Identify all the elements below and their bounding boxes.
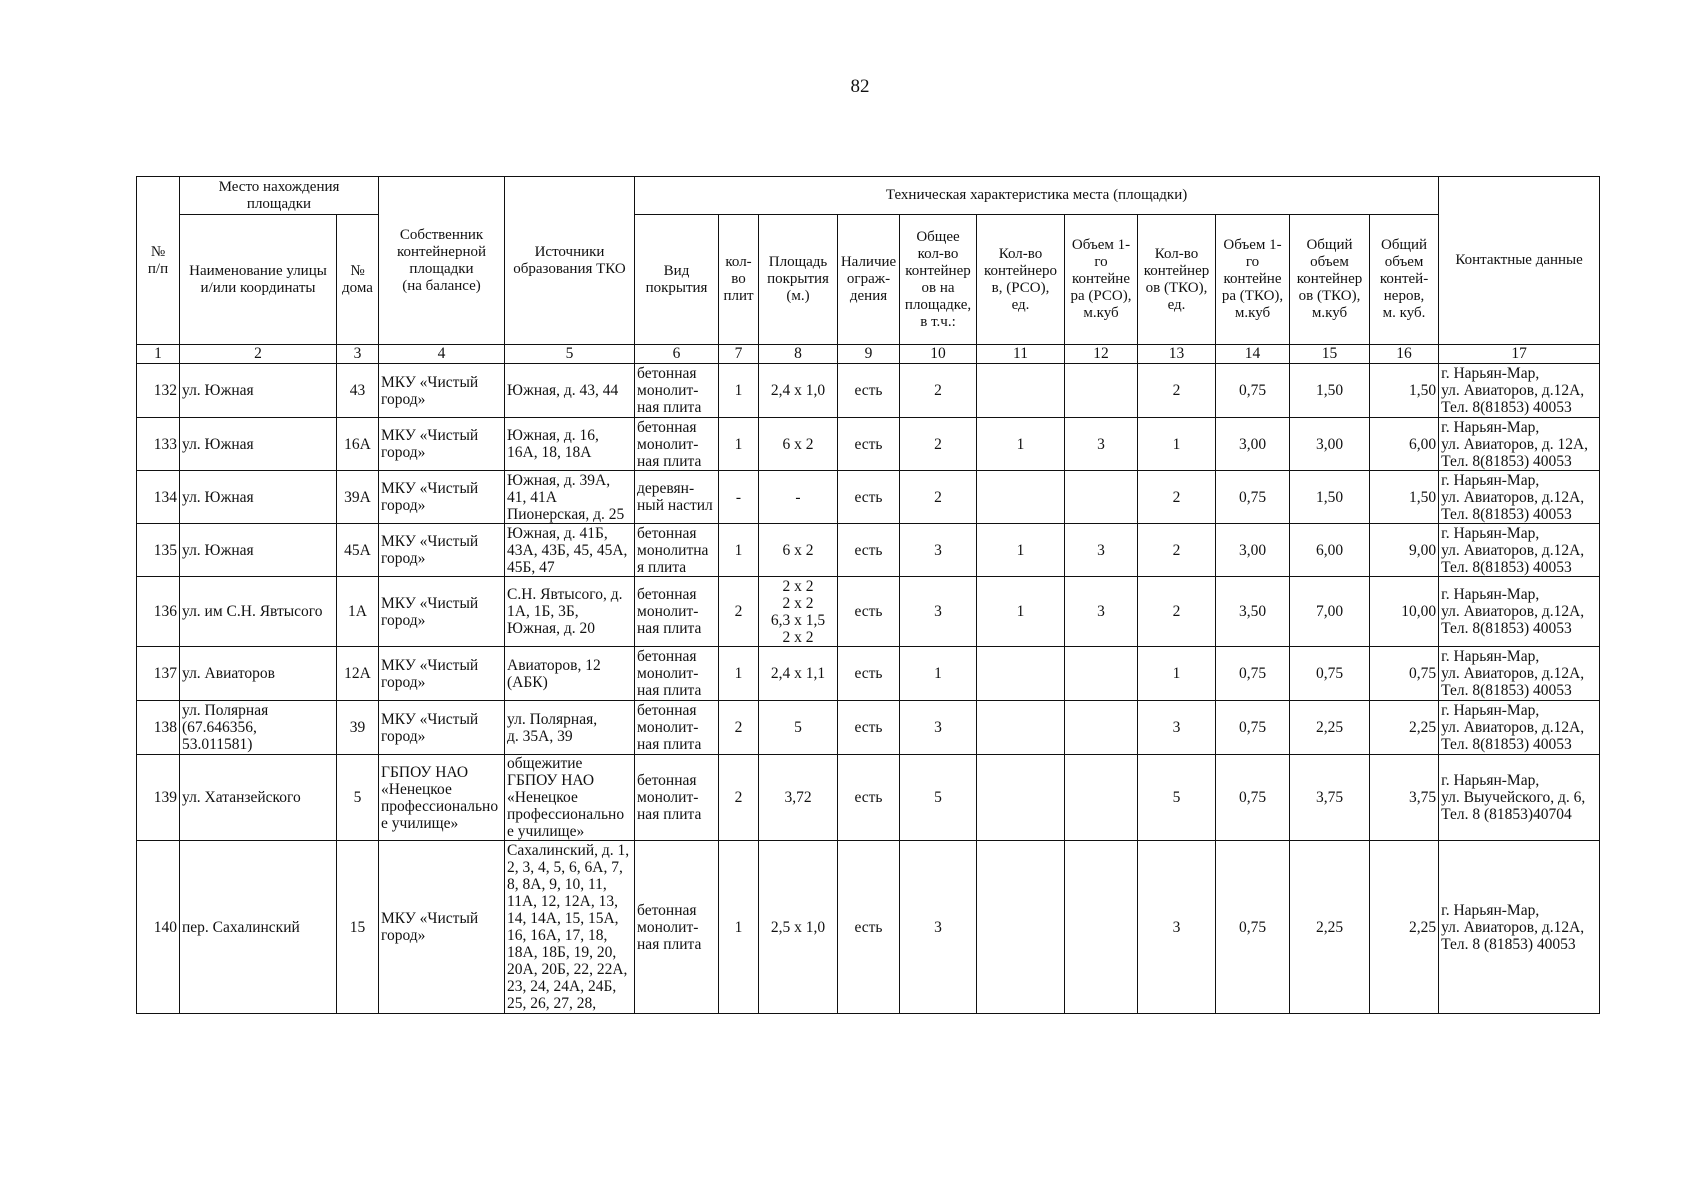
contact-info: г. Нарьян-Мар, ул. Авиаторов, д.12А, Тел. 8(81853) 40053	[1439, 701, 1600, 755]
table-row	[137, 577, 1600, 647]
cover-type: бетонная монолит- ная плита	[635, 755, 719, 841]
house-number: 39	[337, 701, 379, 755]
header-sources: Источники образования ТКО	[505, 177, 635, 345]
rso-container-volume	[1065, 647, 1138, 701]
street-name: ул. Южная	[180, 524, 337, 577]
cover-type: бетонная монолит- ная плита	[635, 418, 719, 471]
rso-container-count	[977, 701, 1065, 755]
tko-total-volume: 3,75	[1290, 755, 1370, 841]
waste-sources: Южная, д. 41Б, 43А, 43Б, 45, 45А, 45Б, 47	[505, 524, 635, 577]
tko-total-volume: 1,50	[1290, 471, 1370, 524]
header-house: № дома	[337, 215, 379, 345]
column-number: 15	[1290, 345, 1370, 364]
contact-info: г. Нарьян-Мар, ул. Авиаторов, д.12А, Тел. 8(81853) 40053	[1439, 647, 1600, 701]
page-number: 82	[850, 76, 870, 97]
street-name: ул. Южная	[180, 418, 337, 471]
fence-status: есть	[838, 577, 900, 647]
column-number: 5	[505, 345, 635, 364]
column-number: 8	[759, 345, 838, 364]
rso-container-volume	[1065, 364, 1138, 418]
rso-container-count: 1	[977, 418, 1065, 471]
slab-count: -	[719, 471, 759, 524]
column-number: 4	[379, 345, 505, 364]
header-area: Площадь покрытия (м.)	[759, 215, 838, 345]
tko-total-volume: 2,25	[1290, 841, 1370, 1014]
waste-sources: С.Н. Явтысого, д. 1А, 1Б, 3Б, Южная, д. 20	[505, 577, 635, 647]
cover-area: 2 х 2 2 х 2 6,3 х 1,5 2 х 2	[759, 577, 838, 647]
cover-type: бетонная монолит- ная плита	[635, 647, 719, 701]
column-number: 12	[1065, 345, 1138, 364]
slab-count: 2	[719, 755, 759, 841]
row-number: 134	[137, 471, 180, 524]
site-owner: МКУ «Чистый город»	[379, 418, 505, 471]
house-number: 43	[337, 364, 379, 418]
cover-type: бетонная монолит- ная плита	[635, 841, 719, 1014]
street-name: ул. Полярная (67.646356, 53.011581)	[180, 701, 337, 755]
waste-sources: ул. Полярная, д. 35А, 39	[505, 701, 635, 755]
column-number: 17	[1439, 345, 1600, 364]
street-name: ул. им С.Н. Явтысого	[180, 577, 337, 647]
column-number: 2	[180, 345, 337, 364]
rso-container-volume: 3	[1065, 418, 1138, 471]
row-number: 137	[137, 647, 180, 701]
house-number: 16А	[337, 418, 379, 471]
column-number: 1	[137, 345, 180, 364]
column-number: 3	[337, 345, 379, 364]
slab-count: 1	[719, 524, 759, 577]
rso-container-volume	[1065, 701, 1138, 755]
total-volume: 1,50	[1370, 471, 1439, 524]
total-volume: 1,50	[1370, 364, 1439, 418]
row-number: 132	[137, 364, 180, 418]
fence-status: есть	[838, 755, 900, 841]
slab-count: 2	[719, 701, 759, 755]
cover-area: 6 х 2	[759, 524, 838, 577]
fence-status: есть	[838, 364, 900, 418]
tko-total-volume: 7,00	[1290, 577, 1370, 647]
header-street: Наименование улицы и/или координаты	[180, 215, 337, 345]
total-containers: 2	[900, 418, 977, 471]
site-owner: МКУ «Чистый город»	[379, 841, 505, 1014]
tko-total-volume: 1,50	[1290, 364, 1370, 418]
column-number-row	[137, 345, 1600, 364]
rso-container-count	[977, 755, 1065, 841]
tko-container-volume: 0,75	[1216, 471, 1290, 524]
header-slabs: кол- во плит	[719, 215, 759, 345]
total-containers: 5	[900, 755, 977, 841]
fence-status: есть	[838, 471, 900, 524]
total-containers: 2	[900, 364, 977, 418]
header-rso-volume: Объем 1- го контейне ра (РСО), м.куб	[1065, 215, 1138, 345]
header-tko-volume: Объем 1- го контейне ра (ТКО), м.куб	[1216, 215, 1290, 345]
site-owner: МКУ «Чистый город»	[379, 577, 505, 647]
rso-container-count	[977, 647, 1065, 701]
slab-count: 1	[719, 841, 759, 1014]
contact-info: г. Нарьян-Мар, ул. Авиаторов, д.12А, Тел. 8(81853) 40053	[1439, 577, 1600, 647]
site-owner: МКУ «Чистый город»	[379, 364, 505, 418]
fence-status: есть	[838, 418, 900, 471]
tko-container-count: 1	[1138, 647, 1216, 701]
contact-info: г. Нарьян-Мар, ул. Авиаторов, д.12А, Тел. 8(81853) 40053	[1439, 471, 1600, 524]
table-row	[137, 471, 1600, 524]
header-total-containers: Общее кол-во контейнер ов на площадке, в т.ч.:	[900, 215, 977, 345]
contact-info: г. Нарьян-Мар, ул. Авиаторов, д. 12А, Тел. 8(81853) 40053	[1439, 418, 1600, 471]
header-tko-count: Кол-во контейнер ов (ТКО), ед.	[1138, 215, 1216, 345]
contact-info: г. Нарьян-Мар, ул. Авиаторов, д.12А, Тел. 8 (81853) 40053	[1439, 841, 1600, 1014]
total-volume: 6,00	[1370, 418, 1439, 471]
tko-total-volume: 2,25	[1290, 701, 1370, 755]
cover-type: бетонная монолитна я плита	[635, 524, 719, 577]
street-name: ул. Хатанзейского	[180, 755, 337, 841]
site-owner: МКУ «Чистый город»	[379, 524, 505, 577]
slab-count: 1	[719, 364, 759, 418]
tko-container-count: 2	[1138, 577, 1216, 647]
total-volume: 2,25	[1370, 841, 1439, 1014]
cover-area: 6 х 2	[759, 418, 838, 471]
header-contacts: Контактные данные	[1439, 177, 1600, 345]
tko-container-volume: 0,75	[1216, 755, 1290, 841]
waste-sources: Сахалинский, д. 1, 2, 3, 4, 5, 6, 6А, 7, 8, 8А, 9, 10, 11, 11А, 12, 12А, 13, 14, 14А, 15, 15А, 16, 16А, 17, 18, 18А, 18Б, 19, 20, 20А, 20Б, 22, 22А, 23, 24, 24А, 24Б, 25, 26, 27, 28,	[505, 841, 635, 1014]
contact-info: г. Нарьян-Мар, ул. Авиаторов, д.12А, Тел. 8(81853) 40053	[1439, 364, 1600, 418]
table-row	[137, 524, 1600, 577]
table-row	[137, 364, 1600, 418]
table-row	[137, 755, 1600, 841]
site-owner: ГБПОУ НАО «Ненецкое профессионально е училище»	[379, 755, 505, 841]
rso-container-count	[977, 364, 1065, 418]
tko-total-volume: 6,00	[1290, 524, 1370, 577]
row-number: 138	[137, 701, 180, 755]
rso-container-volume	[1065, 755, 1138, 841]
waste-sources: Южная, д. 16, 16А, 18, 18А	[505, 418, 635, 471]
row-number: 133	[137, 418, 180, 471]
tko-container-volume: 0,75	[1216, 647, 1290, 701]
cover-type: бетонная монолит- ная плита	[635, 364, 719, 418]
table-row	[137, 701, 1600, 755]
waste-sources: общежитие ГБПОУ НАО «Ненецкое профессионально е училище»	[505, 755, 635, 841]
header-row-number: № п/п	[137, 177, 180, 345]
container-sites-table	[136, 176, 1600, 1014]
street-name: пер. Сахалинский	[180, 841, 337, 1014]
column-number: 11	[977, 345, 1065, 364]
rso-container-volume: 3	[1065, 577, 1138, 647]
total-containers: 3	[900, 524, 977, 577]
row-number: 136	[137, 577, 180, 647]
cover-type: бетонная монолит- ная плита	[635, 701, 719, 755]
house-number: 5	[337, 755, 379, 841]
rso-container-volume	[1065, 841, 1138, 1014]
total-containers: 3	[900, 701, 977, 755]
house-number: 12А	[337, 647, 379, 701]
total-volume: 2,25	[1370, 701, 1439, 755]
slab-count: 2	[719, 577, 759, 647]
slab-count: 1	[719, 418, 759, 471]
cover-area: 2,4 х 1,1	[759, 647, 838, 701]
tko-container-count: 2	[1138, 524, 1216, 577]
tko-container-volume: 0,75	[1216, 364, 1290, 418]
row-number: 139	[137, 755, 180, 841]
tko-container-count: 3	[1138, 841, 1216, 1014]
tko-container-volume: 3,00	[1216, 418, 1290, 471]
fence-status: есть	[838, 647, 900, 701]
header-cover-type: Вид покрытия	[635, 215, 719, 345]
tko-container-count: 1	[1138, 418, 1216, 471]
table-row	[137, 647, 1600, 701]
total-containers: 2	[900, 471, 977, 524]
header-total-volume: Общий объем контей- неров, м. куб.	[1370, 215, 1439, 345]
waste-sources: Авиаторов, 12 (АБК)	[505, 647, 635, 701]
column-number: 6	[635, 345, 719, 364]
header-fence: Наличие ограж- дения	[838, 215, 900, 345]
total-containers: 3	[900, 577, 977, 647]
site-owner: МКУ «Чистый город»	[379, 471, 505, 524]
tko-total-volume: 3,00	[1290, 418, 1370, 471]
column-number: 7	[719, 345, 759, 364]
header-tech-group: Техническая характеристика места (площадки)	[635, 177, 1439, 215]
cover-area: -	[759, 471, 838, 524]
cover-area: 2,5 х 1,0	[759, 841, 838, 1014]
table-row	[137, 418, 1600, 471]
tko-container-volume: 3,00	[1216, 524, 1290, 577]
waste-sources: Южная, д. 39А, 41, 41А Пионерская, д. 25	[505, 471, 635, 524]
rso-container-count	[977, 841, 1065, 1014]
row-number: 140	[137, 841, 180, 1014]
tko-total-volume: 0,75	[1290, 647, 1370, 701]
tko-container-count: 5	[1138, 755, 1216, 841]
total-volume: 0,75	[1370, 647, 1439, 701]
fence-status: есть	[838, 524, 900, 577]
total-volume: 10,00	[1370, 577, 1439, 647]
waste-sources: Южная, д. 43, 44	[505, 364, 635, 418]
header-rso-count: Кол-во контейнеро в, (РСО), ед.	[977, 215, 1065, 345]
street-name: ул. Южная	[180, 471, 337, 524]
slab-count: 1	[719, 647, 759, 701]
tko-container-volume: 0,75	[1216, 701, 1290, 755]
tko-container-volume: 3,50	[1216, 577, 1290, 647]
tko-container-count: 3	[1138, 701, 1216, 755]
cover-type: деревян- ный настил	[635, 471, 719, 524]
site-owner: МКУ «Чистый город»	[379, 701, 505, 755]
site-owner: МКУ «Чистый город»	[379, 647, 505, 701]
tko-container-count: 2	[1138, 471, 1216, 524]
cover-type: бетонная монолит- ная плита	[635, 577, 719, 647]
column-number: 14	[1216, 345, 1290, 364]
fence-status: есть	[838, 841, 900, 1014]
column-number: 10	[900, 345, 977, 364]
column-number: 16	[1370, 345, 1439, 364]
rso-container-count: 1	[977, 577, 1065, 647]
table-row	[137, 841, 1600, 1014]
cover-area: 3,72	[759, 755, 838, 841]
house-number: 15	[337, 841, 379, 1014]
header-location-group: Место нахождения площадки	[180, 177, 379, 215]
rso-container-count	[977, 471, 1065, 524]
house-number: 39А	[337, 471, 379, 524]
cover-area: 5	[759, 701, 838, 755]
header-tko-total-volume: Общий объем контейнер ов (ТКО), м.куб	[1290, 215, 1370, 345]
rso-container-count: 1	[977, 524, 1065, 577]
fence-status: есть	[838, 701, 900, 755]
table-body	[137, 364, 1600, 1014]
tko-container-count: 2	[1138, 364, 1216, 418]
cover-area: 2,4 х 1,0	[759, 364, 838, 418]
header-owner: Собственник контейнерной площадки (на балансе)	[379, 177, 505, 345]
rso-container-volume: 3	[1065, 524, 1138, 577]
total-containers: 3	[900, 841, 977, 1014]
column-number: 9	[838, 345, 900, 364]
contact-info: г. Нарьян-Мар, ул. Выучейского, д. 6, Тел. 8 (81853)40704	[1439, 755, 1600, 841]
street-name: ул. Южная	[180, 364, 337, 418]
column-number: 13	[1138, 345, 1216, 364]
total-volume: 3,75	[1370, 755, 1439, 841]
street-name: ул. Авиаторов	[180, 647, 337, 701]
total-containers: 1	[900, 647, 977, 701]
rso-container-volume	[1065, 471, 1138, 524]
total-volume: 9,00	[1370, 524, 1439, 577]
house-number: 1А	[337, 577, 379, 647]
contact-info: г. Нарьян-Мар, ул. Авиаторов, д.12А, Тел. 8(81853) 40053	[1439, 524, 1600, 577]
tko-container-volume: 0,75	[1216, 841, 1290, 1014]
house-number: 45А	[337, 524, 379, 577]
row-number: 135	[137, 524, 180, 577]
